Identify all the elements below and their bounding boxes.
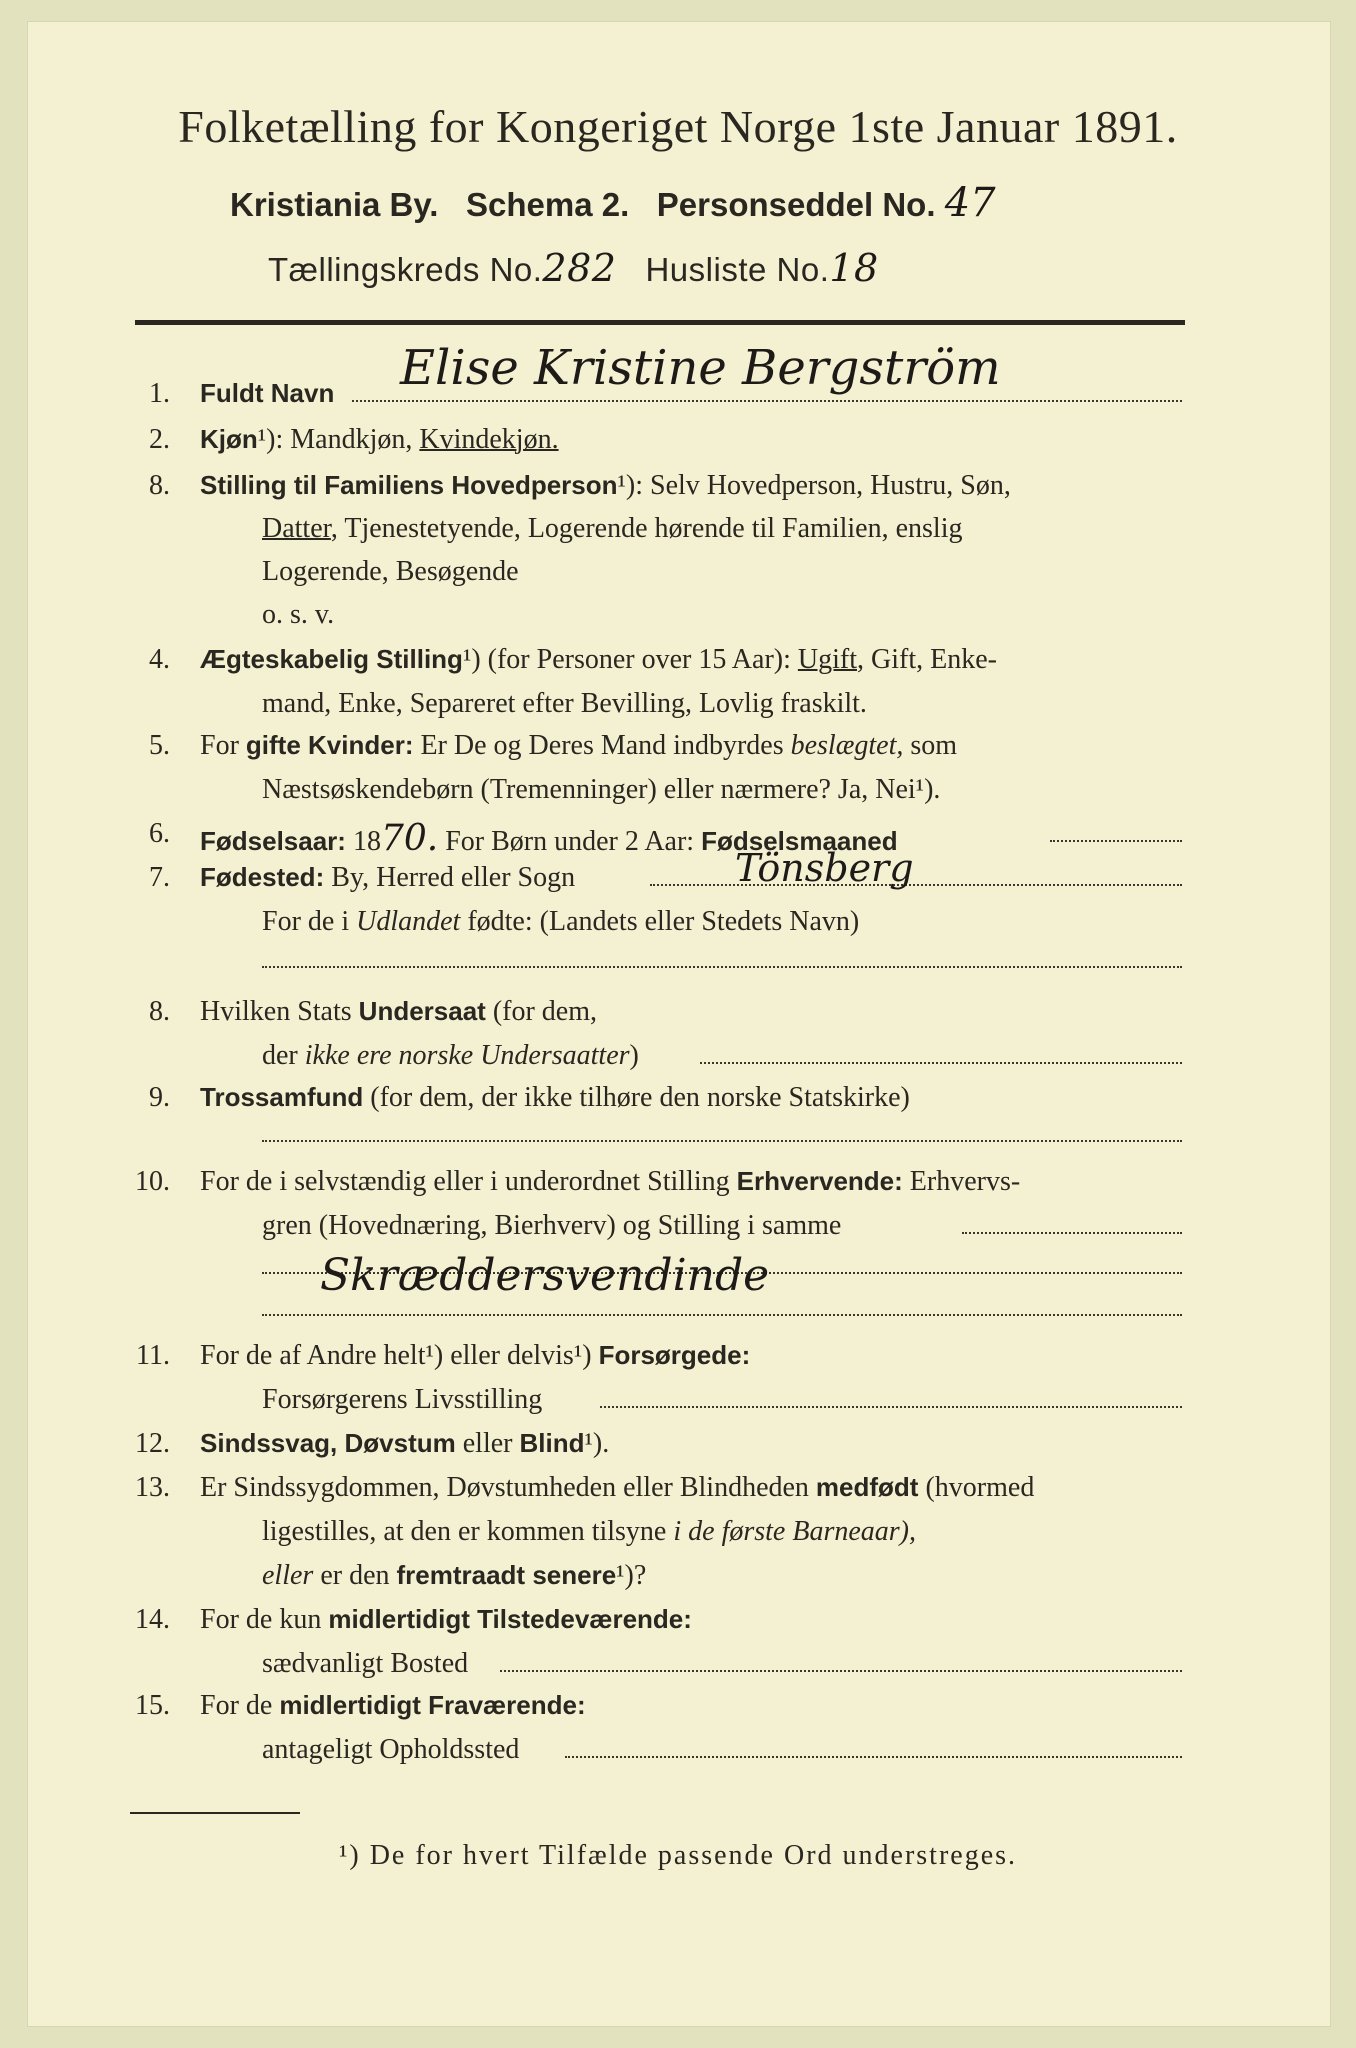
item-9-question: Trossamfund (for dem, der ikke tilhøre den norske Statskirke) <box>200 1082 910 1113</box>
selected-option: Datter <box>262 513 331 544</box>
item-number: 4. <box>149 644 170 675</box>
item-4-line2: mand, Enke, Separeret efter Bevilling, Lovlig fraskilt. <box>262 688 867 719</box>
item-number: 11. <box>136 1340 170 1371</box>
selected-option: Kvindekjøn. <box>419 424 559 455</box>
item-13-line2: ligestilles, at den er kommen tilsyne i de første Barneaar), <box>262 1516 916 1547</box>
birth-year-answer: 70. <box>380 818 439 859</box>
item-13-question: Er Sindssygdommen, Døvstumheden eller Blindheden medfødt (hvormed <box>200 1472 1035 1503</box>
item-1-question: Fuldt Navn <box>200 378 335 408</box>
answer-line <box>650 884 1182 886</box>
answer-line <box>352 400 1182 402</box>
item-number: 5. <box>149 730 170 761</box>
item-6-question: Fødselsaar: 1870. For Børn under 2 Aar: Fødselsmaaned <box>200 818 898 859</box>
item-12-question: Sindssvag, Døvstum eller Blind¹). <box>200 1428 610 1459</box>
item-4-question: Ægteskabelig Stilling¹) (for Personer over 15 Aar): Ugift, Gift, Enke- <box>200 644 997 675</box>
item-7-question: Fødested: By, Herred eller Sogn <box>200 862 576 893</box>
item-number: 14. <box>135 1604 170 1635</box>
city-label: Kristiania By. <box>230 186 439 223</box>
husliste-number: 18 <box>829 246 879 290</box>
item-5-question: For gifte Kvinder: Er De og Deres Mand indbyrdes beslægtet, som <box>200 730 958 761</box>
selected-option: Ugift <box>797 644 857 675</box>
form-counting-line <box>268 246 879 290</box>
item-number: 1. <box>149 378 170 409</box>
footnote: ¹) De for hvert Tilfælde passende Ord understreges. <box>338 1840 1018 1871</box>
personseddel-number: 47 <box>944 180 996 226</box>
answer-line <box>565 1756 1182 1758</box>
header-divider <box>135 320 1185 325</box>
item-number: 6. <box>149 818 170 849</box>
item-1-answer-name: Elise Kristine Bergström <box>400 340 1001 396</box>
birthplace-answer: Tönsberg <box>735 846 914 890</box>
answer-line <box>262 1140 1182 1142</box>
item-8-line2: der ikke ere norske Undersaatter) <box>262 1040 639 1071</box>
krets-number: 282 <box>542 246 617 290</box>
husliste-label: Husliste No. <box>645 251 830 288</box>
item-3-line4: o. s. v. <box>262 599 335 630</box>
item-10-question: For de i selvstændig eller i underordnet Stilling Erhvervende: Erhvervs- <box>200 1166 1021 1197</box>
item-14-question: For de kun midlertidigt Tilstedeværende: <box>200 1604 692 1635</box>
answer-line <box>1050 840 1182 842</box>
form-subheader <box>230 180 996 226</box>
answer-line <box>600 1406 1182 1408</box>
item-15-question: For de midlertidigt Fraværende: <box>200 1690 586 1721</box>
item-14-line2: sædvanligt Bosted <box>262 1648 469 1679</box>
item-2-question: Kjøn¹): Mandkjøn, Kvindekjøn. <box>200 424 559 455</box>
item-8-question: Hvilken Stats Undersaat (for dem, <box>200 996 598 1027</box>
item-number: 10. <box>135 1166 170 1197</box>
item-number: 7. <box>149 862 170 893</box>
item-3-line2: Datter, Tjenestetyende, Logerende hørende til Familien, enslig <box>262 513 963 544</box>
answer-line <box>700 1062 1182 1064</box>
item-10-line2: gren (Hovednæring, Bierhverv) og Stilling i samme <box>262 1210 842 1241</box>
item-11-line2: Forsørgerens Livsstilling <box>262 1384 543 1415</box>
answer-line <box>262 1314 1182 1316</box>
item-3-line3: Logerende, Besøgende <box>262 556 519 587</box>
answer-line <box>500 1670 1182 1672</box>
item-5-line2: Næstsøskendebørn (Tremenninger) eller nærmere? Ja, Nei¹). <box>262 774 941 805</box>
item-number: 13. <box>135 1472 170 1503</box>
personseddel-label: Personseddel No. <box>656 186 936 223</box>
item-15-line2: antageligt Opholdssted <box>262 1734 520 1765</box>
krets-label: Tællingskreds No. <box>268 251 543 288</box>
item-11-question: For de af Andre helt¹) eller delvis¹) Forsørgede: <box>200 1340 751 1371</box>
schema-label: Schema 2. <box>465 186 630 223</box>
item-number: 9. <box>149 1082 170 1113</box>
occupation-answer: Skræddersvendinde <box>320 1250 770 1301</box>
item-13-line3: eller er den fremtraadt senere¹)? <box>262 1560 647 1591</box>
answer-line <box>262 966 1182 968</box>
item-number: 8. <box>149 470 170 501</box>
item-number: 2. <box>149 424 170 455</box>
item-3-question: Stilling til Familiens Hovedperson¹): Selv Hovedperson, Hustru, Søn, <box>200 470 1011 501</box>
item-7-line2: For de i Udlandet fødte: (Landets eller Stedets Navn) <box>262 906 860 937</box>
answer-line <box>962 1232 1182 1234</box>
item-number: 12. <box>135 1428 170 1459</box>
form-title: Folketælling for Kongeriget Norge 1ste Januar 1891. <box>178 101 1178 152</box>
item-number: 15. <box>135 1690 170 1721</box>
item-number: 8. <box>149 996 170 1027</box>
footnote-divider <box>130 1812 300 1814</box>
